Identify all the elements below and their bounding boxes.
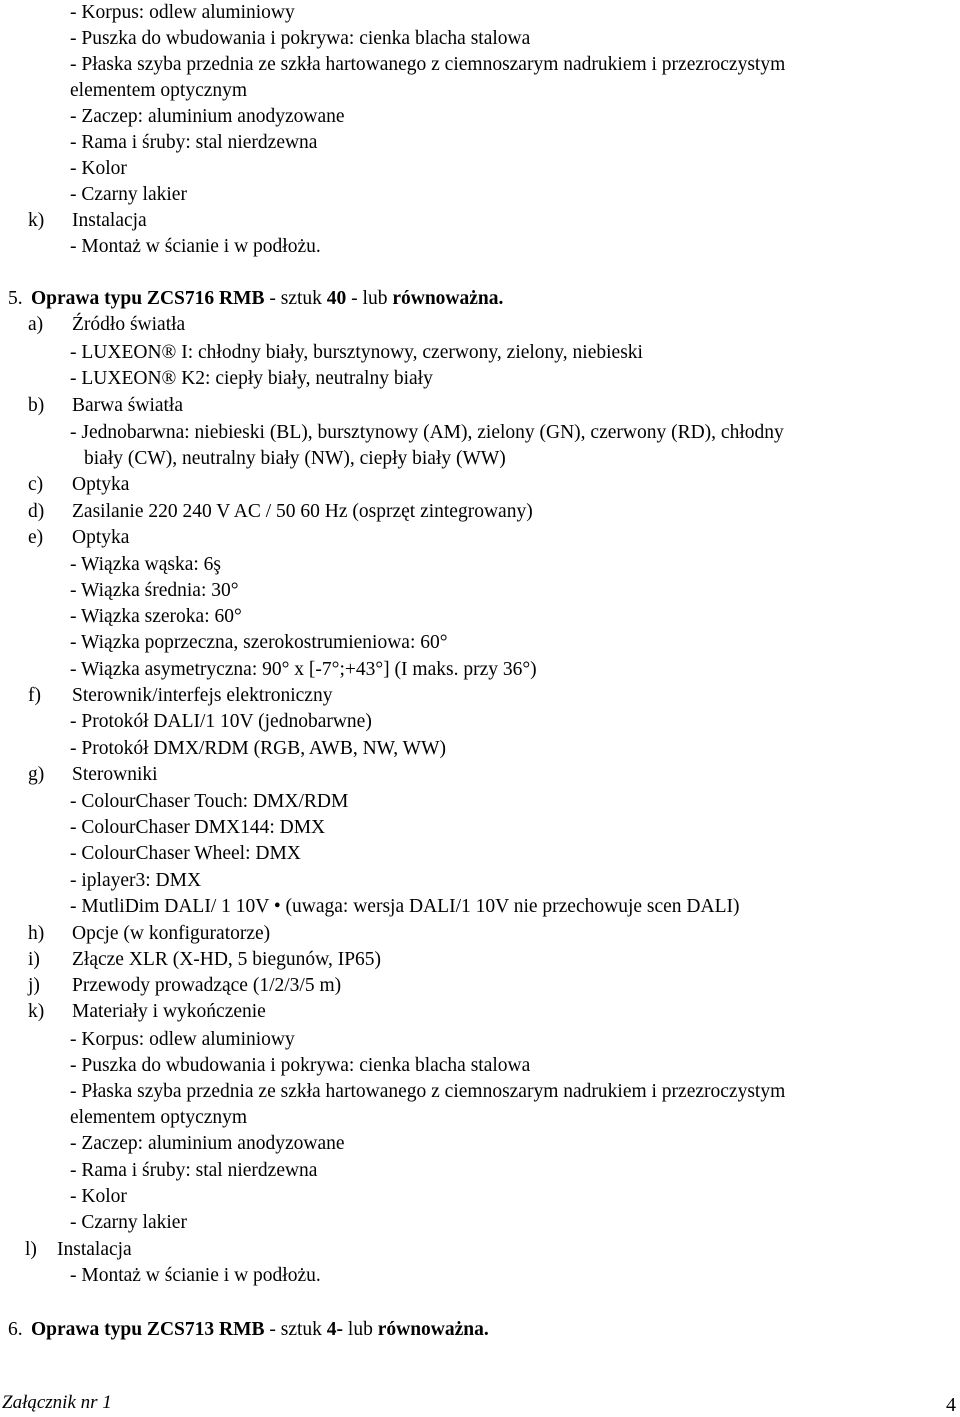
list-item: - ColourChaser Wheel: DMX xyxy=(70,843,301,864)
list-item: - Czarny lakier xyxy=(70,184,187,205)
list-item: - iplayer3: DMX xyxy=(70,870,202,891)
item-letter: d) xyxy=(28,501,45,522)
item-label: Optyka xyxy=(72,527,130,548)
item-letter: l) xyxy=(25,1239,37,1260)
list-item: - Puszka do wbudowania i pokrywa: cienka blacha stalowa xyxy=(70,1055,531,1076)
section-equivalent: równoważna. xyxy=(377,1319,489,1340)
page-number: 4 xyxy=(946,1394,956,1416)
item-label: Sterowniki xyxy=(72,764,158,785)
section-number: 6. xyxy=(8,1319,23,1340)
list-item: elementem optycznym xyxy=(70,80,248,101)
list-item: - Kolor xyxy=(70,1186,127,1207)
list-item: - Wiązka średnia: 30° xyxy=(70,580,239,601)
list-item: - Wiązka wąska: 6ş xyxy=(70,554,222,575)
list-item-continued: biały (CW), neutralny biały (NW), ciepły biały (WW) xyxy=(84,448,506,469)
section-quantity: 4- xyxy=(326,1319,344,1340)
item-letter: h) xyxy=(28,923,45,944)
footer-attachment-label: Załącznik nr 1 xyxy=(2,1392,112,1413)
item-label: Źródło światła xyxy=(72,314,186,335)
list-item: - Wiązka poprzeczna, szerokostrumieniowa: 60° xyxy=(70,632,448,653)
item-letter: i) xyxy=(28,949,40,970)
list-item: - Puszka do wbudowania i pokrywa: cienka blacha stalowa xyxy=(70,28,531,49)
list-item: - Jednobarwna: niebieski (BL), bursztynowy (AM), zielony (GN), czerwony (RD), chłodny xyxy=(70,422,784,443)
section-heading xyxy=(31,286,503,312)
section-sep: - sztuk xyxy=(264,1319,327,1340)
section-heading xyxy=(31,1317,489,1343)
item-label: Sterownik/interfejs elektroniczny xyxy=(72,685,333,706)
list-item: - MutliDim DALI/ 1 10V • (uwaga: wersja DALI/1 10V nie przechowuje scen DALI) xyxy=(70,896,740,917)
item-label: Przewody prowadzące (1/2/3/5 m) xyxy=(72,975,342,996)
item-label: Materiały i wykończenie xyxy=(72,1001,266,1022)
section-sep: - lub xyxy=(346,288,393,309)
item-label: Opcje (w konfiguratorze) xyxy=(72,923,271,944)
list-item: - LUXEON® K2: ciepły biały, neutralny biały xyxy=(70,368,433,389)
list-item: - Czarny lakier xyxy=(70,1212,187,1233)
list-item: - Zaczep: aluminium anodyzowane xyxy=(70,106,345,127)
item-label: Zasilanie 220 240 V AC / 50 60 Hz (osprzęt zintegrowany) xyxy=(72,501,533,522)
list-item: - LUXEON® I: chłodny biały, bursztynowy, czerwony, zielony, niebieski xyxy=(70,342,643,363)
item-label: Instalacja xyxy=(57,1239,132,1260)
item-letter: b) xyxy=(28,395,45,416)
section-title: Oprawa typu ZCS713 RMB xyxy=(31,1319,265,1340)
item-letter: k) xyxy=(28,210,45,231)
item-letter: k) xyxy=(28,1001,45,1022)
item-letter: e) xyxy=(28,527,44,548)
list-item: - Zaczep: aluminium anodyzowane xyxy=(70,1133,345,1154)
item-letter: f) xyxy=(28,685,41,706)
section-sep: lub xyxy=(343,1319,378,1340)
list-item: - Płaska szyba przednia ze szkła hartowanego z ciemnoszarym nadrukiem i przezroczystym xyxy=(70,54,786,75)
item-label: Optyka xyxy=(72,474,130,495)
list-item: - ColourChaser DMX144: DMX xyxy=(70,817,326,838)
section-quantity: 40 xyxy=(326,288,347,309)
list-item: - ColourChaser Touch: DMX/RDM xyxy=(70,791,349,812)
item-label: Złącze XLR (X-HD, 5 biegunów, IP65) xyxy=(72,949,382,970)
item-label: Instalacja xyxy=(72,210,147,231)
item-letter: j) xyxy=(28,975,40,996)
list-item: elementem optycznym xyxy=(70,1107,248,1128)
list-item: - Kolor xyxy=(70,158,127,179)
list-item: - Płaska szyba przednia ze szkła hartowanego z ciemnoszarym nadrukiem i przezroczystym xyxy=(70,1081,786,1102)
list-item: - Wiązka asymetryczna: 90° x [-7°;+43°] (I maks. przy 36°) xyxy=(70,659,537,680)
list-item: - Protokół DALI/1 10V (jednobarwne) xyxy=(70,711,372,732)
item-letter: g) xyxy=(28,764,45,785)
item-letter: a) xyxy=(28,314,44,335)
section-title: Oprawa typu ZCS716 RMB xyxy=(31,288,265,309)
list-item: - Protokół DMX/RDM (RGB, AWB, NW, WW) xyxy=(70,738,446,759)
section-equivalent: równoważna. xyxy=(392,288,504,309)
item-letter: c) xyxy=(28,474,44,495)
list-item: - Montaż w ścianie i w podłożu. xyxy=(70,1265,321,1286)
list-item: - Rama i śruby: stal nierdzewna xyxy=(70,132,318,153)
list-item: - Montaż w ścianie i w podłożu. xyxy=(70,236,321,257)
list-item: - Rama i śruby: stal nierdzewna xyxy=(70,1160,318,1181)
section-number: 5. xyxy=(8,288,23,309)
section-sep: - sztuk xyxy=(264,288,327,309)
item-label: Barwa światła xyxy=(72,395,184,416)
list-item: - Korpus: odlew aluminiowy xyxy=(70,1029,295,1050)
list-item: - Wiązka szeroka: 60° xyxy=(70,606,242,627)
list-item: - Korpus: odlew aluminiowy xyxy=(70,2,295,23)
